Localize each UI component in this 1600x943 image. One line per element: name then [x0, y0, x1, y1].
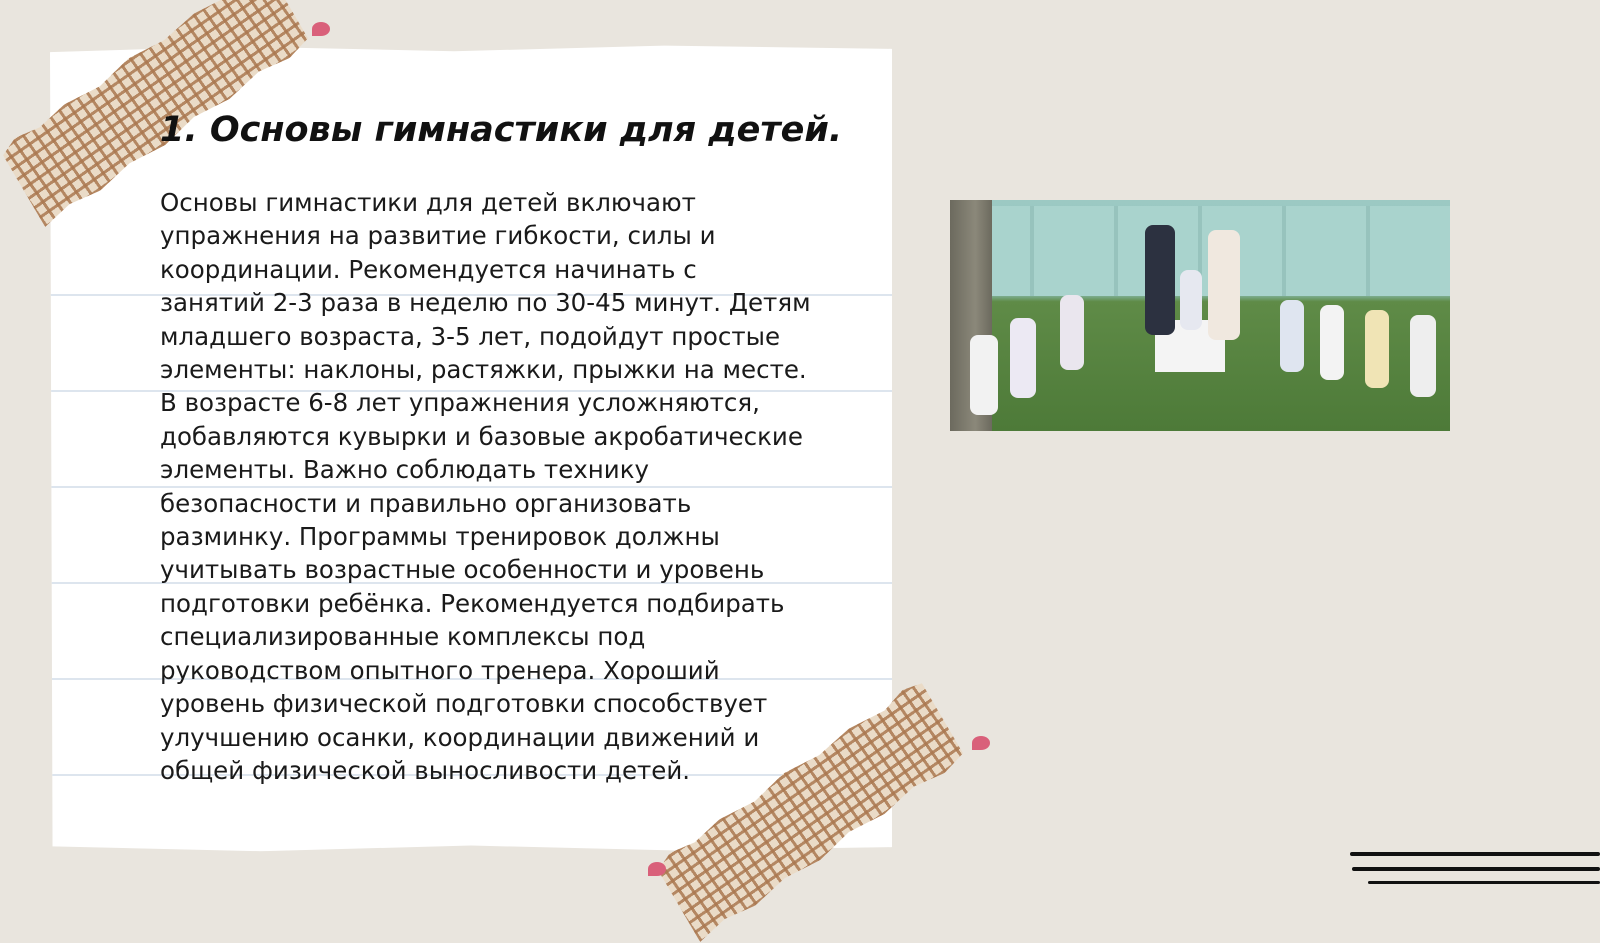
slide-body-text [160, 186, 860, 787]
photo-person [1410, 315, 1436, 397]
pin-icon [972, 736, 990, 750]
pin-icon [312, 22, 330, 36]
decorative-line [1352, 867, 1600, 871]
photo-person [1060, 295, 1084, 370]
photo-person [1320, 305, 1344, 380]
body-line: разминку. Программы тренировок должны [160, 522, 720, 552]
photo-person [1180, 270, 1202, 330]
decorative-line [1350, 852, 1600, 856]
body-line: элементы. Важно соблюдать технику [160, 455, 650, 485]
body-line: учитывать возрастные особенности и уровень [160, 555, 765, 585]
slide-title: 1. Основы гимнастики для детей. [160, 110, 843, 150]
body-line: упражнения на развитие гибкости, силы и [160, 221, 716, 251]
body-line: элементы: наклоны, растяжки, прыжки на месте. [160, 355, 807, 385]
body-line: занятий 2-3 раза в неделю по 30-45 минут. Детям [160, 288, 811, 318]
photo-person [1145, 225, 1175, 335]
body-line: добавляются кувырки и базовые акробатические [160, 421, 803, 451]
body-line: руководством опытного тренера. Хороший [160, 655, 720, 685]
decorative-line [1368, 881, 1600, 884]
body-line: специализированные комплексы под [160, 622, 646, 652]
body-line: младшего возраста, 3-5 лет, подойдут простые [160, 321, 781, 351]
photo-person [1208, 230, 1240, 340]
photo-person [970, 335, 998, 415]
photo-person [1010, 318, 1036, 398]
body-line: улучшению осанки, координации движений и [160, 722, 760, 752]
body-line: безопасности и правильно организовать [160, 488, 692, 518]
body-line: уровень физической подготовки способствует [160, 689, 768, 719]
pin-icon [648, 862, 666, 876]
photo-person [1365, 310, 1389, 388]
kids-gymnastics-photo [950, 200, 1450, 431]
body-line: подготовки ребёнка. Рекомендуется подбирать [160, 588, 785, 618]
body-line: общей физической выносливости детей. [160, 755, 691, 785]
body-line: координации. Рекомендуется начинать с [160, 254, 697, 284]
body-line: Основы гимнастики для детей включают [160, 188, 696, 217]
photo-person [1280, 300, 1304, 372]
body-line: В возрасте 6-8 лет упражнения усложняются, [160, 388, 760, 418]
